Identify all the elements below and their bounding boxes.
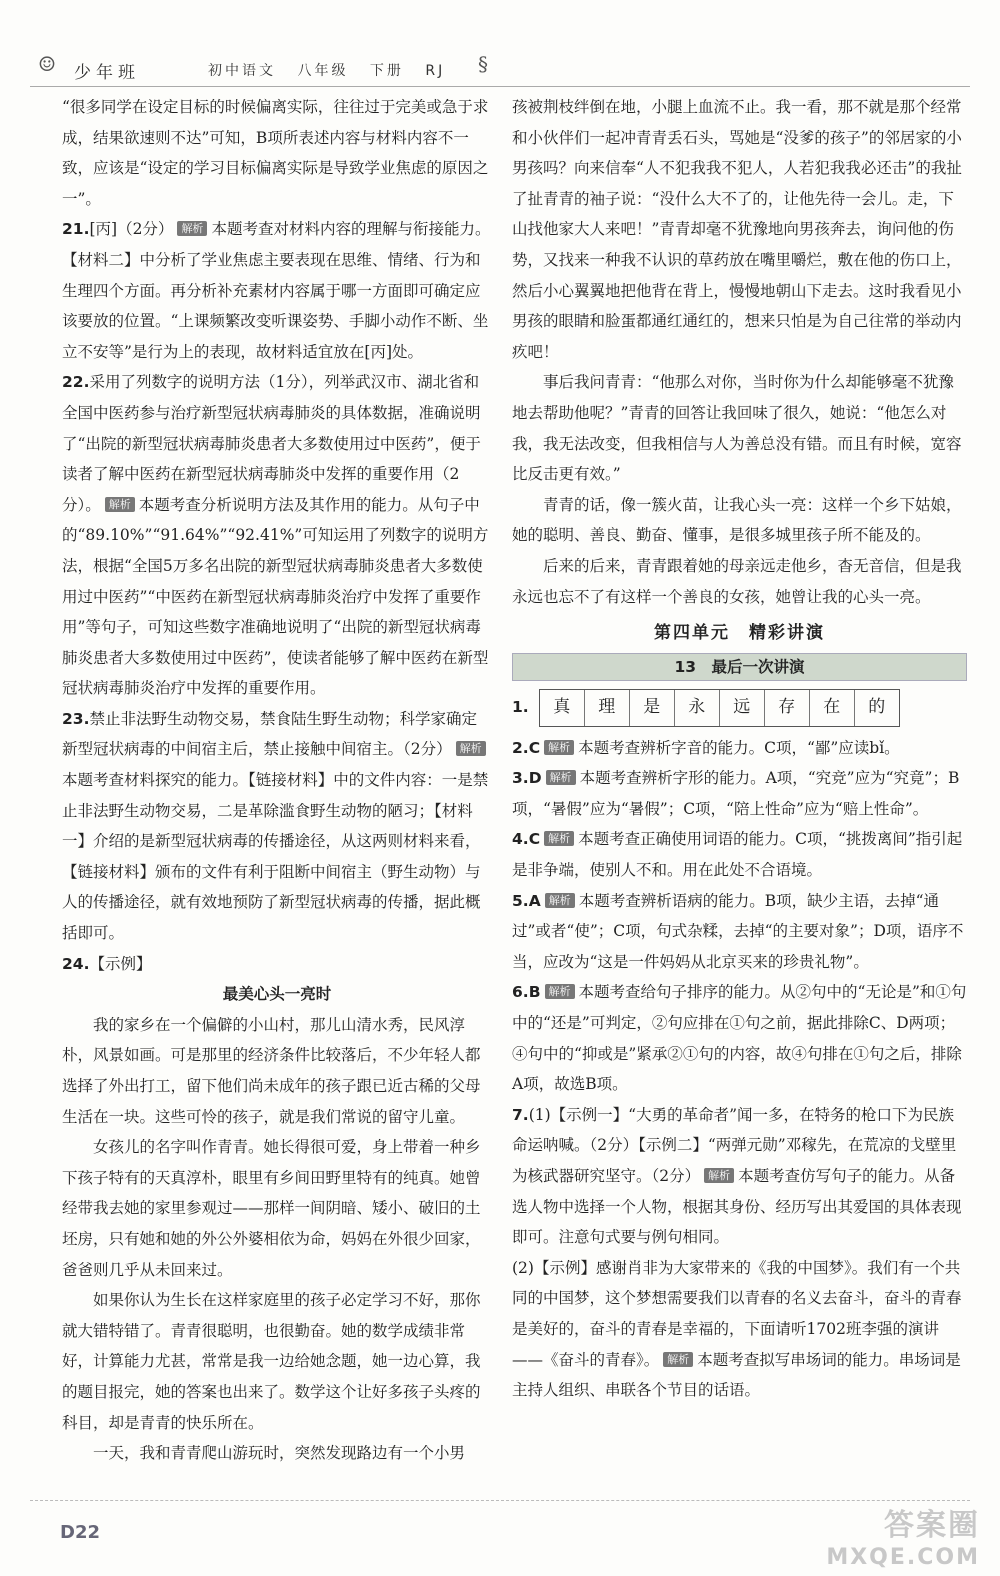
q1-number: 1. — [512, 698, 529, 717]
answer-4 — [512, 824, 967, 885]
q5-choice: A — [528, 891, 541, 910]
answer-6 — [512, 977, 967, 1099]
q4-number: 4. — [512, 830, 529, 849]
q7-number: 7. — [512, 1105, 529, 1124]
essay-title: 最美心头一亮时 — [222, 984, 332, 1004]
essay-paragraph: 后来的后来，青青跟着她的母亲远走他乡，杳无音信，但是我永远也忘不了有这样一个善良的女孩，她曾让我的心头一亮。 — [512, 556, 962, 606]
q24-example-label: 【示例】 — [89, 954, 152, 973]
q7-part2-answer: (2)【示例】感谢肖非为大家带来的《我的中国梦》。我们有一个共同的中国梦，这个梦想需要我们以青春的名义去奋斗，奋斗的青春是美好的，奋斗的青春是幸福的，下面请听1702班李强的演讲——《奋斗的青春》。 — [512, 1258, 962, 1369]
watermark-url: MXQE.COM — [826, 1545, 980, 1570]
edition-label: RJ — [425, 63, 446, 79]
analysis-tag: 解析 — [546, 770, 576, 785]
q6-choice: B — [528, 983, 541, 1002]
answer-1 — [512, 689, 967, 727]
analysis-tag: 解析 — [105, 497, 135, 512]
answer-7 — [512, 1100, 967, 1253]
q24-number: 24. — [62, 954, 90, 973]
footer-divider — [30, 1500, 970, 1501]
analysis-tag: 解析 — [663, 1352, 693, 1367]
q22-number: 22. — [62, 373, 90, 392]
answer-continuation: “很多同学在设定目标的时候偏离实际，往往过于完美或急于求成，结果欲速则不达”可知，B项所表述内容与材料内容不一致，应该是“设定的学习目标偏离实际是导致学业焦虑的原因之一”。 — [62, 98, 489, 208]
page-number: D22 — [60, 1522, 100, 1543]
q7-part1-analysis: 本题考查仿写句子的能力。从备选人物中选择一个人物，根据其身份、经历写出其爱国的具体表现即可。注意句式要与例句相同。 — [512, 1167, 962, 1247]
grid-cell: 在 — [810, 690, 855, 726]
watermark-text: 答案圈 — [884, 1508, 980, 1543]
q7-part2-analysis: 本题考查拟写串场词的能力。串场词是主持人组织、串联各个节目的话语。 — [512, 1350, 961, 1400]
q3-analysis: 本题考查辨析字形的能力。A项，“究竞”应为“究竟”；B项，“暑假”应为“暑假”；C项，“陪上性命”应为“赔上性命”。 — [512, 769, 960, 818]
answer-24 — [62, 949, 492, 980]
essay-paragraph: 我的家乡在一个偏僻的小山村，那儿山清水秀，民风淳朴，风景如画。可是那里的经济条件比较落后，不少年轻人都选择了外出打工，留下他们尚未成年的孩子跟已近古稀的父母生活在一块。这些可怜的孩子，就是我们常说的留守儿童。 — [62, 1015, 481, 1126]
grid-cell: 的 — [868, 697, 886, 718]
analysis-tag: 解析 — [177, 221, 207, 236]
analysis-tag: 解析 — [544, 831, 574, 846]
q7-part1-answer: (1)【示例一】“大勇的革命者”闻一多，在特务的枪口下为民族命运呐喊。（2分）【示例二】“两弹元勋”邓稼先，在荒凉的戈壁里为核武器研究坚守。（2分） — [512, 1105, 957, 1185]
q6-number: 6. — [512, 983, 529, 1002]
watermark-logo — [826, 1510, 980, 1574]
grid-cell: 永 — [675, 690, 720, 726]
q22-answer: 采用了列数字的说明方法（1分），列举武汉市、湖北省和全国中医药参与治疗新型冠状病毒肺炎的具体数据，准确说明了“出院的新型冠状病毒肺炎患者大多数使用过中医药”，便于读者了解中医药在新型冠状病毒肺炎中发挥的重要作用（2分）。 — [62, 373, 481, 514]
q21-number: 21. — [62, 220, 90, 239]
grid-cell: 真 — [540, 690, 585, 726]
unit-title: 第四单元 精彩讲演 — [654, 623, 825, 644]
q5-number: 5. — [512, 891, 529, 910]
essay-paragraph: 孩被荆枝绊倒在地，小腿上血流不止。我一看，那不就是那个经常和小伙伴们一起冲青青丢石头，骂她是“没爹的孩子”的邻居家的小男孩吗？向来信奉“人不犯我我不犯人，人若犯我我必还击”的我扯了扯青青的袖子说：“没什么大不了的，让他先待一会儿。走，下山找他家大人来吧！”青青却毫不犹豫地向男孩奔去，询问他的伤势，又找来一种我不认识的草药放在嘴里嚼烂，敷在他的伤口上，然后小心翼翼地把他背在背上，慢慢地朝山下走去。这时我看见小男孩的眼睛和脸蛋都通红通红的，想来只怕是为自己往常的举动内疚吧！ — [512, 98, 962, 361]
q21-analysis: 本题考查对材料内容的理解与衔接能力。【材料二】中分析了学业焦虑主要表现在思维、情绪、行为和生理四个方面。再分析补充素材内容属于哪一方面即可确定应该要放的位置。“上课频繁改变听课姿势、手脚小动作不断、坐立不安等”是行为上的表现，故材料适宜放在[丙]处。 — [62, 220, 491, 361]
grade-label: 八年级 — [297, 63, 349, 79]
q5-analysis: 本题考查辨析语病的能力。B项，缺少主语，去掉“通过”或者“使”；C项，句式杂糅，去掉“的主要对象”；D项，语序不当，应改为“这是一件妈妈从北京买来的珍贵礼物”。 — [512, 891, 964, 971]
page-header — [30, 48, 970, 88]
answer-2 — [512, 733, 967, 764]
grid-cell: 存 — [765, 690, 810, 726]
q22-analysis: 本题考查分析说明方法及其作用的能力。从句子中的“89.10%”“91.64%”“92.41%”可知运用了列数字的说明方法，根据“全国5万多名出院的新型冠状病毒肺炎患者大多数使用过中医药”“中医药在新型冠状病毒肺炎治疗中发挥了重要作用”等句子，可知这些数字准确地说明了“出院的新型冠状病毒肺炎患者大多数使用过中医药”，使读者能够了解中医药在新型冠状病毒肺炎治疗中发挥的重要作用。 — [62, 495, 489, 698]
grid-cell: 是 — [630, 690, 675, 726]
lesson-title: 13 最后一次讲演 — [512, 653, 967, 681]
grid-cell: 远 — [720, 690, 765, 726]
essay-paragraph: 女孩儿的名字叫作青青。她长得很可爱，身上带着一种乡下孩子特有的天真淳朴，眼里有乡间田野里特有的纯真。她曾经带我去她的家里参观过——那样一间阴暗、矮小、破旧的土坯房，只有她和她的外公外婆相依为命，妈妈在外很少回家，爸爸则几乎从未回来过。 — [62, 1138, 481, 1279]
answer-5 — [512, 886, 967, 978]
q2-number: 2. — [512, 738, 529, 757]
brand-title: 少年班 — [74, 63, 140, 83]
q4-analysis: 本题考查正确使用词语的能力。C项，“挑拨离间”指引起是非争端，使别人不和。用在此处不合语境。 — [512, 830, 963, 880]
essay-paragraph: 事后我问青青：“他那么对你，当时你为什么却能够毫不犹豫地去帮助他呢？”青青的回答让我回味了很久，她说：“他怎么对我，我无法改变，但我相信与人为善总没有错。而且有时候，宽容比反击更有效。” — [512, 373, 962, 484]
header-divider — [30, 86, 970, 87]
analysis-tag: 解析 — [545, 984, 575, 999]
answer-22 — [62, 367, 492, 704]
answer-7-part2 — [512, 1253, 967, 1406]
left-column — [62, 92, 492, 1469]
answer-23 — [62, 704, 492, 949]
q3-choice: D — [528, 769, 542, 788]
grid-cell: 理 — [585, 690, 630, 726]
header-info — [208, 60, 459, 80]
q2-choice: C — [528, 738, 541, 757]
snail-mascot-icon: § — [478, 52, 488, 76]
essay-paragraph: 如果你认为生长在这样家庭里的孩子必定学习不好，那你就大错特错了。青青很聪明，也很勤奋。她的数学成绩非常好，计算能力尤甚，常常是我一边给她念题，她一边心算，我的题目报完，她的答案也出来了。数学这个让好多孩子头疼的科目，却是青青的快乐所在。 — [62, 1291, 481, 1432]
analysis-tag: 解析 — [545, 893, 575, 908]
analysis-tag: 解析 — [544, 740, 574, 755]
answer-3 — [512, 763, 967, 824]
q3-number: 3. — [512, 769, 529, 788]
essay-paragraph: 一天，我和青青爬山游玩时，突然发现路边有一个小男 — [93, 1444, 466, 1463]
q23-answer: 禁止非法野生动物交易，禁食陆生野生动物；科学家确定新型冠状病毒的中间宿主后，禁止接触中间宿主。（2分） — [62, 709, 477, 759]
q6-analysis: 本题考查给句子排序的能力。从②句中的“无论是”和①句中的“还是”可判定，②句应排在①句之前，据此排除C、D两项；④句中的“抑或是”紧承②①句的内容，故④句排在①句之后，排除A项，故选B项。 — [512, 983, 967, 1094]
essay-paragraph: 青青的话，像一簇火苗，让我心头一亮：这样一个乡下姑娘，她的聪明、善良、勤奋、懂事，是很多城里孩子所不能及的。 — [512, 495, 962, 545]
q23-analysis: 本题考查材料探究的能力。【链接材料】中的文件内容：一是禁止非法野生动物交易，二是革除滥食野生动物的陋习；【材料一】介绍的是新型冠状病毒的传播途径，从这两则材料来看，【链接材料】颁布的文件有利于阻断中间宿主（野生动物）与人的传播途径，就有效地预防了新型冠状病毒的传播，据此概括即可。 — [62, 771, 489, 943]
right-column — [512, 92, 967, 1406]
q23-number: 23. — [62, 709, 90, 728]
analysis-tag: 解析 — [704, 1168, 734, 1183]
analysis-tag: 解析 — [456, 741, 486, 756]
answer-21 — [62, 214, 492, 367]
term-label: 下册 — [369, 63, 404, 79]
q4-choice: C — [528, 830, 541, 849]
boy-mascot-icon: ☺ — [38, 52, 56, 76]
q21-answer: [丙]（2分） — [89, 220, 174, 239]
writing-grid — [539, 689, 900, 727]
subject-label: 初中语文 — [208, 63, 276, 79]
q2-analysis: 本题考查辨析字音的能力。C项，“鄙”应读bǐ。 — [578, 738, 900, 757]
